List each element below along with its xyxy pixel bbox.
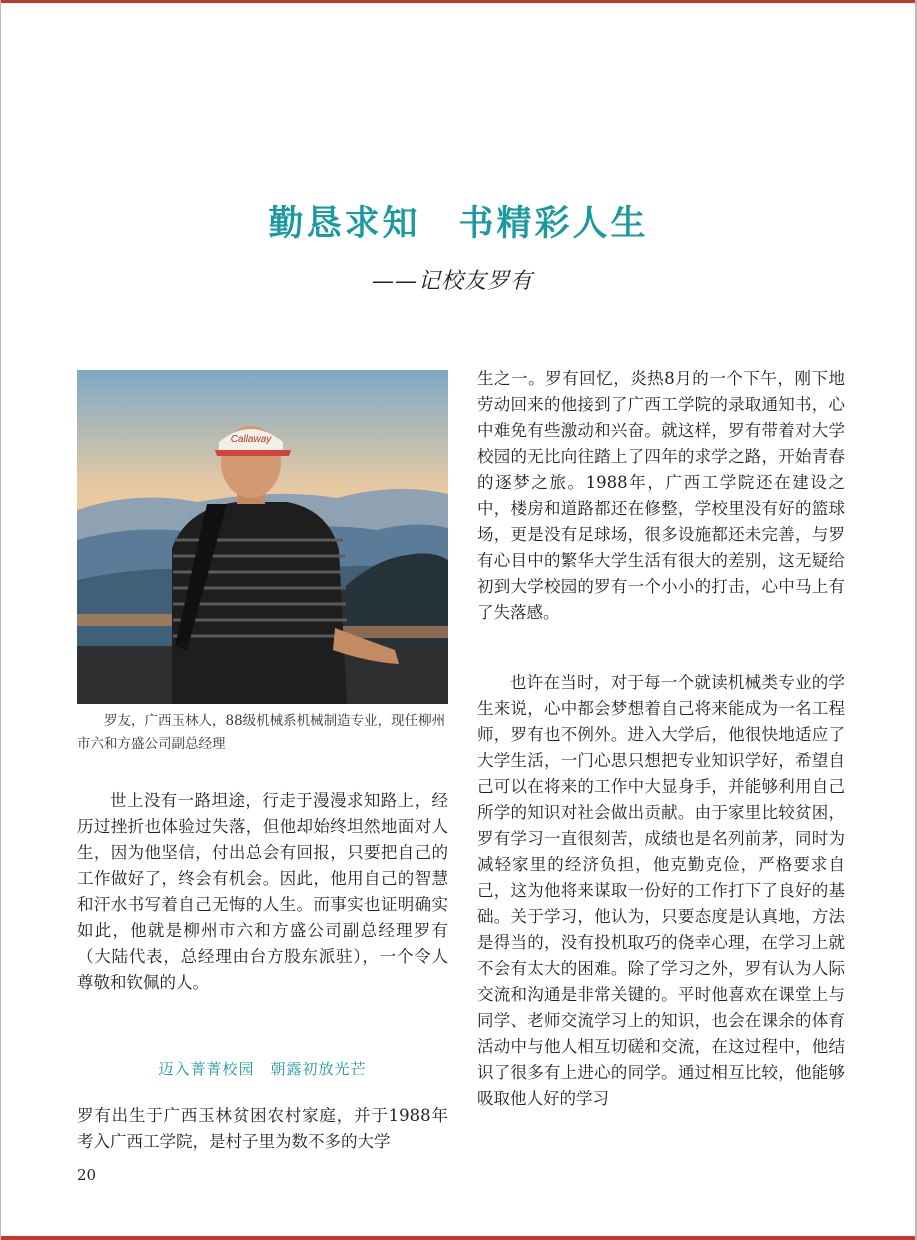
portrait-photo bbox=[77, 370, 448, 704]
right-column-paragraph-1: 生之一。罗有回忆，炎热8月的一个下午，刚下地劳动回来的他接到了广西工学院的录取通知书，心中难免有些激动和兴奋。就这样，罗有带着对大学校园的无比向往踏上了四年的求学之路，开始青春的逐梦之旅。1988年，广西工学院还在建设之中，楼房和道路都还在修整，学校里没有好的篮球场，更是没有足球场，很多设施都还未完善，与罗有心目中的繁华大学生活有很大的差别，这无疑给初到大学校园的罗有一个小小的打击，心中马上有了失落感。 bbox=[477, 369, 845, 622]
photo-caption: 罗友，广西玉林人，88级机械系机械制造专业，现任柳州市六和方盛公司副总经理 bbox=[77, 713, 446, 752]
bottom-border bbox=[0, 1236, 917, 1240]
top-border bbox=[0, 0, 917, 3]
cap-logo: Callaway bbox=[230, 434, 272, 445]
section-paragraph-start: 罗有出生于广西玉林贫困农村家庭，并于1988年考入广西工学院，是村子里为数不多的大学 bbox=[77, 1106, 448, 1151]
page-number: 20 bbox=[77, 1166, 97, 1184]
left-border bbox=[0, 0, 1, 1240]
intro-paragraph: 世上没有一路坦途，行走于漫漫求知路上，经历过挫折也体验过失落，但他却始终坦然地面对人生，因为他坚信，付出总会有回报，只要把自己的工作做好了，终会有机会。因此，他用自己的智慧和汗水书写着自己无悔的人生。而事实也证明确实如此，他就是柳州市六和方盛公司副总经理罗有（大陆代表，总经理由台方股东派驻），一个令人尊敬和钦佩的人。 bbox=[77, 791, 448, 992]
right-column-paragraph-2: 也许在当时，对于每一个就读机械类专业的学生来说，心中都会梦想着自己将来能成为一名工程师，罗有也不例外。进入大学后，他很快地适应了大学生活，一门心思只想把专业知识学好，希望自己可以在将来的工作中大显身手，并能够利用自己所学的知识对社会做出贡献。由于家里比较贫困，罗有学习一直很刻苦，成绩也是名列前茅，同时为减轻家里的经济负担，他克勤克俭，严格要求自己，这为他将来谋取一份好的工作打下了良好的基础。关于学习，他认为，只要态度是认真地，方法是得当的，没有投机取巧的侥幸心理，在学习上就不会有太大的困难。除了学习之外，罗有认为人际交流和沟通是非常关键的。平时他喜欢在课堂上与同学、老师交流学习上的知识，也会在课余的体育活动中与他人相互切磋和交流，在这过程中，他结识了很多有上进心的同学。通过相互比较，他能够吸取他人好的学习 bbox=[477, 673, 845, 1108]
article-subtitle: ——记校友罗有 bbox=[372, 269, 534, 294]
article-title: 勤恳求知 书精彩人生 bbox=[268, 204, 649, 244]
section-heading: 迈入菁菁校园 朝露初放光芒 bbox=[158, 1060, 367, 1078]
